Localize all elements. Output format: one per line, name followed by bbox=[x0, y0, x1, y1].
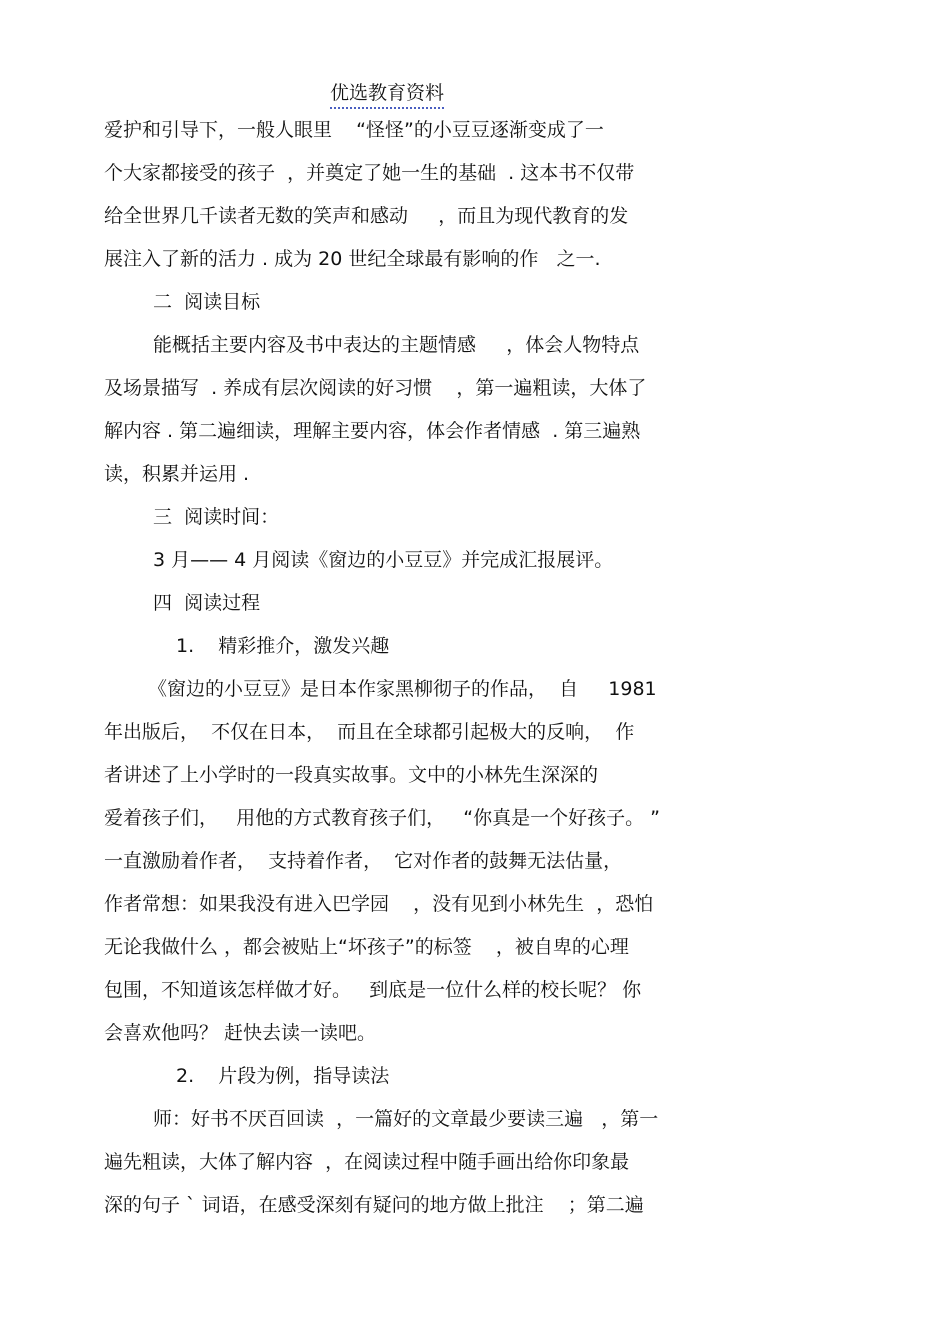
section-heading: 四 阅读过程 bbox=[153, 592, 261, 614]
text-line: 及场景描写 . 养成有层次阅读的好习惯 ，第一遍粗读，大体了 bbox=[104, 377, 647, 399]
subsection-heading: 2. 片段为例，指导读法 bbox=[176, 1065, 390, 1087]
text-line: 作者常想：如果我没有进入巴学园 ，没有见到小林先生 ，恐怕 bbox=[104, 893, 654, 915]
text-line: 《窗边的小豆豆》是日本作家黑柳彻子的作品， 自 1981 bbox=[148, 678, 657, 700]
text-line: 深的句子 ` 词语，在感受深刻有疑问的地方做上批注 ；第二遍 bbox=[104, 1194, 644, 1216]
text-line: 一直激励着作者， 支持着作者， 它对作者的鼓舞无法估量， bbox=[104, 850, 623, 872]
text-line: 师：好书不厌百回读 ，一篇好的文章最少要读三遍 ，第一 bbox=[153, 1108, 659, 1130]
text-line: 爱着孩子们， 用他的方式教育孩子们， “你真是一个好孩子。 ” bbox=[104, 807, 660, 829]
page-header: 优选教育资料 bbox=[330, 80, 444, 109]
text-line: 展注入了新的活力 . 成为 20 世纪全球最有影响的作 之一. bbox=[104, 248, 601, 270]
text-line: 读，积累并运用 . bbox=[104, 463, 250, 485]
section-heading: 三 阅读时间： bbox=[153, 506, 280, 528]
text-line: 能概括主要内容及书中表达的主题情感 ，体会人物特点 bbox=[153, 334, 640, 356]
text-line: 包围，不知道该怎样做才好。 到底是一位什么样的校长呢？ 你 bbox=[104, 979, 642, 1001]
text-line: 爱护和引导下，一般人眼里 “怪怪”的小豆豆逐渐变成了一 bbox=[104, 119, 604, 141]
text-line: 给全世界几千读者无数的笑声和感动 ，而且为现代教育的发 bbox=[104, 205, 629, 227]
text-line: 个大家都接受的孩子 ，并奠定了她一生的基础 . 这本书不仅带 bbox=[104, 162, 635, 184]
section-heading: 二 阅读目标 bbox=[153, 291, 261, 313]
text-line: 年出版后， 不仅在日本， 而且在全球都引起极大的反响， 作 bbox=[104, 721, 635, 743]
subsection-heading: 1. 精彩推介，激发兴趣 bbox=[176, 635, 390, 657]
text-line: 无论我做什么 ，都会被贴上“坏孩子”的标签 ，被自卑的心理 bbox=[104, 936, 629, 958]
text-line: 者讲述了上小学时的一段真实故事。文中的小林先生深深的 bbox=[104, 764, 599, 786]
text-line: 会喜欢他吗？ 赶快去读一读吧。 bbox=[104, 1022, 377, 1044]
text-line: 3 月—— 4 月阅读《窗边的小豆豆》并完成汇报展评。 bbox=[153, 549, 614, 571]
text-line: 解内容 . 第二遍细读，理解主要内容，体会作者情感 . 第三遍熟 bbox=[104, 420, 641, 442]
text-line: 遍先粗读，大体了解内容 ，在阅读过程中随手画出给你印象最 bbox=[104, 1151, 630, 1173]
